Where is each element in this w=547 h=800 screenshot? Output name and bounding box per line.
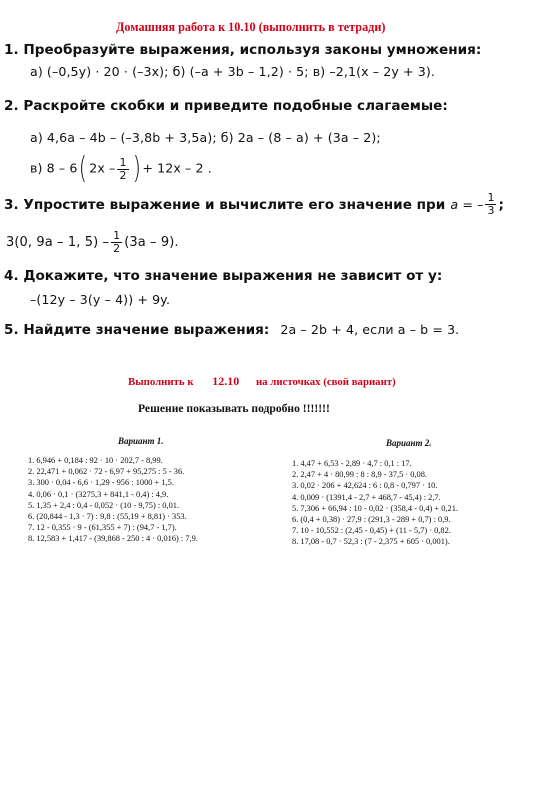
list-item: 4. 0,009 · (1391,4 - 2,7 + 468,7 - 45,4) : 2,7.	[292, 492, 441, 502]
task-3-title-text: 3. Упростите выражение и вычислите его значение при	[4, 197, 446, 213]
page-title: Домашняя работа к 10.10 (выполнить в тетради)	[116, 20, 386, 34]
variant-1-title: Вариант 1.	[118, 436, 164, 446]
assignment-suffix: на листочках (свой вариант)	[255, 376, 396, 388]
fraction-numerator: 1	[487, 191, 495, 204]
list-item: 2. 22,471 + 0,062 · 72 - 6,97 + 95,275 : 5 - 36.	[28, 467, 185, 477]
task-5-title: 5. Найдите значение выражения:	[4, 322, 270, 338]
task-4-expression: –(12y – 3(y – 4)) + 9y.	[30, 292, 171, 307]
task-3-expr-postfix: (3a – 9).	[124, 235, 179, 250]
task-1-expressions: а) (–0,5y) · 20 · (–3x); б) (–a + 3b – 1,2) · 5; в) –2,1(x – 2y + 3).	[30, 64, 435, 79]
list-item: 2. 2,47 + 4 · 80,99 : 8 : 8,9 - 37,5 · 0,08.	[292, 470, 427, 480]
list-item: 1. 4,47 + 6,53 - 2,89 · 4,7 : 0,1 : 17.	[292, 459, 412, 468]
list-item: 6. (0,4 + 0,38) · 27,9 : (291,3 - 289 + 0,7) : 0,9.	[292, 515, 451, 525]
variant-2-title: Вариант 2.	[386, 438, 432, 448]
left-paren: (	[79, 151, 88, 186]
assignment-note: Решение показывать подробно !!!!!!!	[138, 402, 330, 415]
task-2-v-prefix: в) 8 – 6	[30, 160, 78, 176]
fraction-numerator: 1	[119, 155, 127, 169]
list-item: 3. 0,02 · 206 + 42,624 : 6 : 0,8 - 0,797 · 10.	[292, 481, 438, 491]
list-item: 7. 10 - 10,552 : (2,45 - 0,45) + (11 - 5,7) · 0,82.	[292, 526, 451, 536]
list-item: 1. 6,946 + 0,184 : 92 · 10 · 202,7 - 8,99.	[28, 456, 163, 465]
fraction-numerator: 1	[113, 229, 121, 242]
assignment-date: 12.10	[212, 374, 240, 388]
task-1-title: 1. Преобразуйте выражения, используя законы умножения:	[4, 42, 482, 58]
fraction-denominator: 3	[487, 204, 495, 217]
list-item: 5. 1,35 + 2,4 : 0,4 - 0,052 · (10 - 9,75) : 0,01.	[28, 500, 180, 510]
task-3-expr-prefix: 3(0, 9a – 1, 5) –	[6, 235, 110, 250]
assignment-prefix: Выполнить к	[128, 376, 194, 388]
task-3-title	[4, 192, 504, 217]
task-2-v-inner: 2x –	[89, 160, 116, 176]
assignment-line	[128, 374, 396, 389]
task-2-title: 2. Раскройте скобки и приведите подобные слагаемые:	[4, 98, 448, 114]
list-item: 5. 7,306 + 66,94 : 10 - 0,02 · (358,4 - 0,4) + 0,21.	[292, 503, 458, 513]
fraction-denominator: 2	[113, 242, 121, 255]
list-item: 8. 17,08 - 0,7 · 52,3 : (7 - 2,375 + 605 · 0,001).	[292, 537, 450, 547]
task-4-title: 4. Докажите, что значение выражения не зависит от y:	[4, 268, 443, 284]
right-paren: )	[132, 151, 141, 186]
task-2-v-postfix: + 12x – 2 .	[142, 160, 212, 176]
task-5	[4, 319, 459, 338]
variant-2-list	[292, 458, 458, 548]
list-item: 4. 0,06 · 0,1 · (3275,3 + 841,1 - 0,4) : 4,9.	[28, 489, 169, 499]
task-3-expression	[6, 230, 179, 255]
fraction-denominator: 2	[119, 168, 127, 182]
task-2-expression-v	[30, 151, 212, 186]
list-item: 8. 12,583 + 1,417 - (39,868 - 250 : 4 · 0,016) : 7,9.	[28, 534, 198, 544]
task-3-variable: a = –	[450, 197, 484, 212]
variant-1-list	[28, 455, 198, 545]
task-3-semicolon: ;	[498, 197, 504, 213]
task-5-expression: 2a – 2b + 4, если a – b = 3.	[280, 322, 460, 337]
fraction-one-half	[117, 157, 128, 182]
fraction-one-third	[485, 192, 496, 217]
list-item: 3. 300 · 0,04 - 6,6 · 1,29 - 956 : 1000 + 1,5.	[28, 478, 174, 488]
fraction-one-half	[111, 230, 122, 255]
task-2-expressions-ab: а) 4,6a – 4b – (–3,8b + 3,5a); б) 2a – (8 – a) + (3a – 2);	[30, 130, 381, 145]
list-item: 6. (20,844 - 1,3 · 7) : 9,8 : (55,19 + 8,81) · 353.	[28, 512, 187, 522]
list-item: 7. 12 - 0,355 · 9 - (61,355 + 7) : (94,7 - 1,7).	[28, 523, 177, 533]
